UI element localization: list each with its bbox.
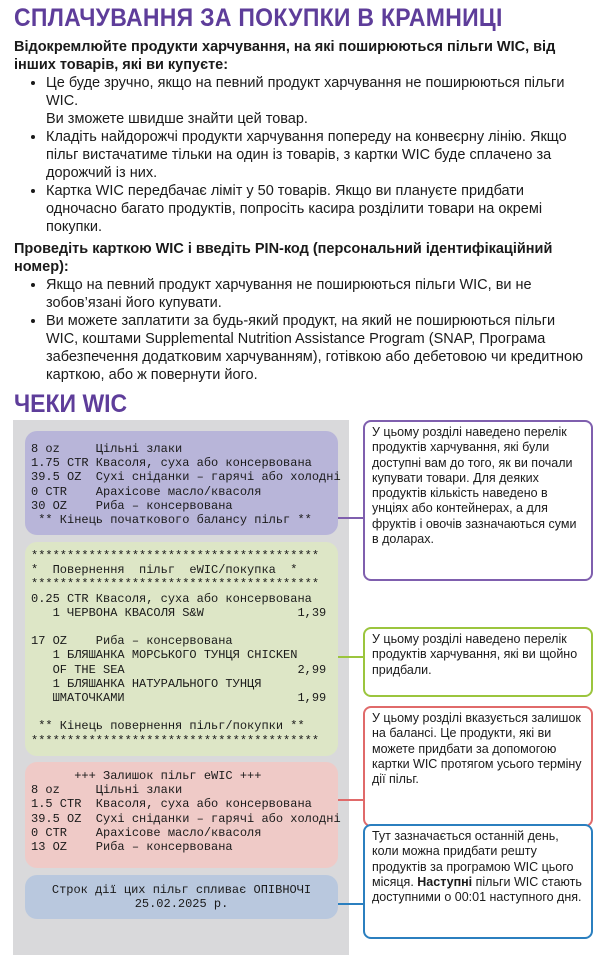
receipt-line: 1.5 CTR Квасоля, суха або консервована <box>31 797 312 812</box>
receipt-line: 1 БЛЯШАНКА МОРСЬКОГО ТУНЦЯ CHICKEN <box>31 648 298 663</box>
receipt-line: **************************************** <box>31 733 320 748</box>
receipt-line: 0 CTR Арахісове масло/квасоля <box>31 825 262 840</box>
receipt-line: **************************************** <box>31 577 320 592</box>
receipt-line: 39.5 OZ Сухі сніданки – гарячі або холодні <box>31 811 341 826</box>
bullet1-note: Ви зможете швидше знайти цей товар. <box>46 111 308 127</box>
receipt-line: 8 oz Цільні злаки <box>31 442 183 456</box>
receipt-line: 1 ЧЕРВОНА КВАСОЛЯ S&W 1,39 <box>31 605 327 620</box>
bullet1-text: Це буде зручно, якщо на певний продукт харчування не поширюються пільги WIC. <box>46 75 565 109</box>
receipt-line: 17 OZ Риба – консервована <box>31 634 233 649</box>
note-expiry <box>363 824 593 939</box>
receipt-line: ШМАТОЧКАМИ 1,99 <box>31 691 327 706</box>
note-expiry-text: Тут зазначається останній день, коли можна придбати решту продуктів за програмою WIC цього місяця. <box>372 829 574 889</box>
receipt-line: 13 OZ Риба – консервована <box>31 840 233 855</box>
receipt-line: 1.75 CTR Квасоля, суха або консервована <box>31 456 312 471</box>
section2-intro: Проведіть карткою WIC і введіть PIN-код (персональний ідентифікаційний номер): <box>14 241 553 275</box>
note-starting-balance: У цьому розділі наведено перелік продуктів харчування, які були доступні вам до того, як ви почали купувати товари. Для деяких продуктів кількість наведено в унціях або контейнерах, а для фруктів і овочів зазначаються суми в доларах. <box>363 420 593 581</box>
receipt-line: 1 БЛЯШАНКА НАТУРАЛЬНОГО ТУНЦЯ <box>31 676 262 691</box>
list-item: • Кладіть найдорожчі продукти харчування попереду на конвеєрну лінію. Якщо пільг вистачатиме тільки на один із товарів, з картки WIC буде сплачено за дорожчий із них. <box>46 128 587 182</box>
receipt-line: 30 OZ Риба – консервована <box>31 498 233 513</box>
receipts-heading: ЧЕКИ WIC <box>14 390 128 418</box>
receipt-line: OF THE SEA 2,99 <box>31 662 327 677</box>
page-title: СПЛАЧУВАННЯ ЗА ПОКУПКИ В КРАМНИЦІ <box>14 4 503 32</box>
receipt-line: ** Кінець повернення пільг/покупки ** <box>31 719 305 734</box>
receipt-line: Строк дії цих пільг спливає ОПІВНОЧІ <box>51 883 312 897</box>
note-expiry-tail: пільги WIC стають доступними о 00:01 наступного дня. <box>372 874 582 905</box>
receipt-line: 0.25 CTR Квасоля, суха або консервована <box>31 591 312 606</box>
note-remaining-balance: У цьому розділі вказується залишок на балансі. Це продукти, які ви можете придбати за допомогою картки WIC протягом усього терміну дії пільг. <box>363 706 593 827</box>
list-item: • Ви можете заплатити за будь-який продукт, на який не поширюються пільги WIC, коштами Supplemental Nutrition Assistance Program (SNAP, Програма забезпечення додатковим харчуванням), готівкою або дебетовою чи кредитною карткою, або ж повернути його. <box>46 312 587 384</box>
receipt-line: **************************************** <box>31 549 320 563</box>
list-item: • Картка WIC передбачає ліміт у 50 товарів. Якщо ви плануєте придбати одночасно багато продуктів, попросіть касира розділити товари на окремі покупки. <box>46 182 587 236</box>
receipt-line: ** Кінець початкового балансу пільг ** <box>31 513 312 528</box>
section1-intro: Відокремлюйте продукти харчування, на які поширюються пільги WIC, від інших товарів, які ви купуєте: <box>14 39 556 73</box>
receipt-line: 0 CTR Арахісове масло/квасоля <box>31 484 262 499</box>
receipt-line: * Повернення пільг eWIC/покупка * <box>31 563 298 578</box>
receipt-line: 39.5 OZ Сухі сніданки – гарячі або холодні <box>31 470 341 485</box>
receipt-line: 8 oz Цільні злаки <box>31 783 183 798</box>
receipt-line: +++ Залишок пільг eWIC +++ <box>31 769 262 783</box>
note-expiry-bold: Наступні <box>417 874 473 889</box>
receipt-line: 25.02.2025 р. <box>134 897 229 912</box>
list-item: • Якщо на певний продукт харчування не поширюються пільги WIC, ви не зобов’язані його купувати. <box>46 276 587 312</box>
note-purchase: У цьому розділі наведено перелік продуктів харчування, які ви щойно придбали. <box>363 627 593 697</box>
